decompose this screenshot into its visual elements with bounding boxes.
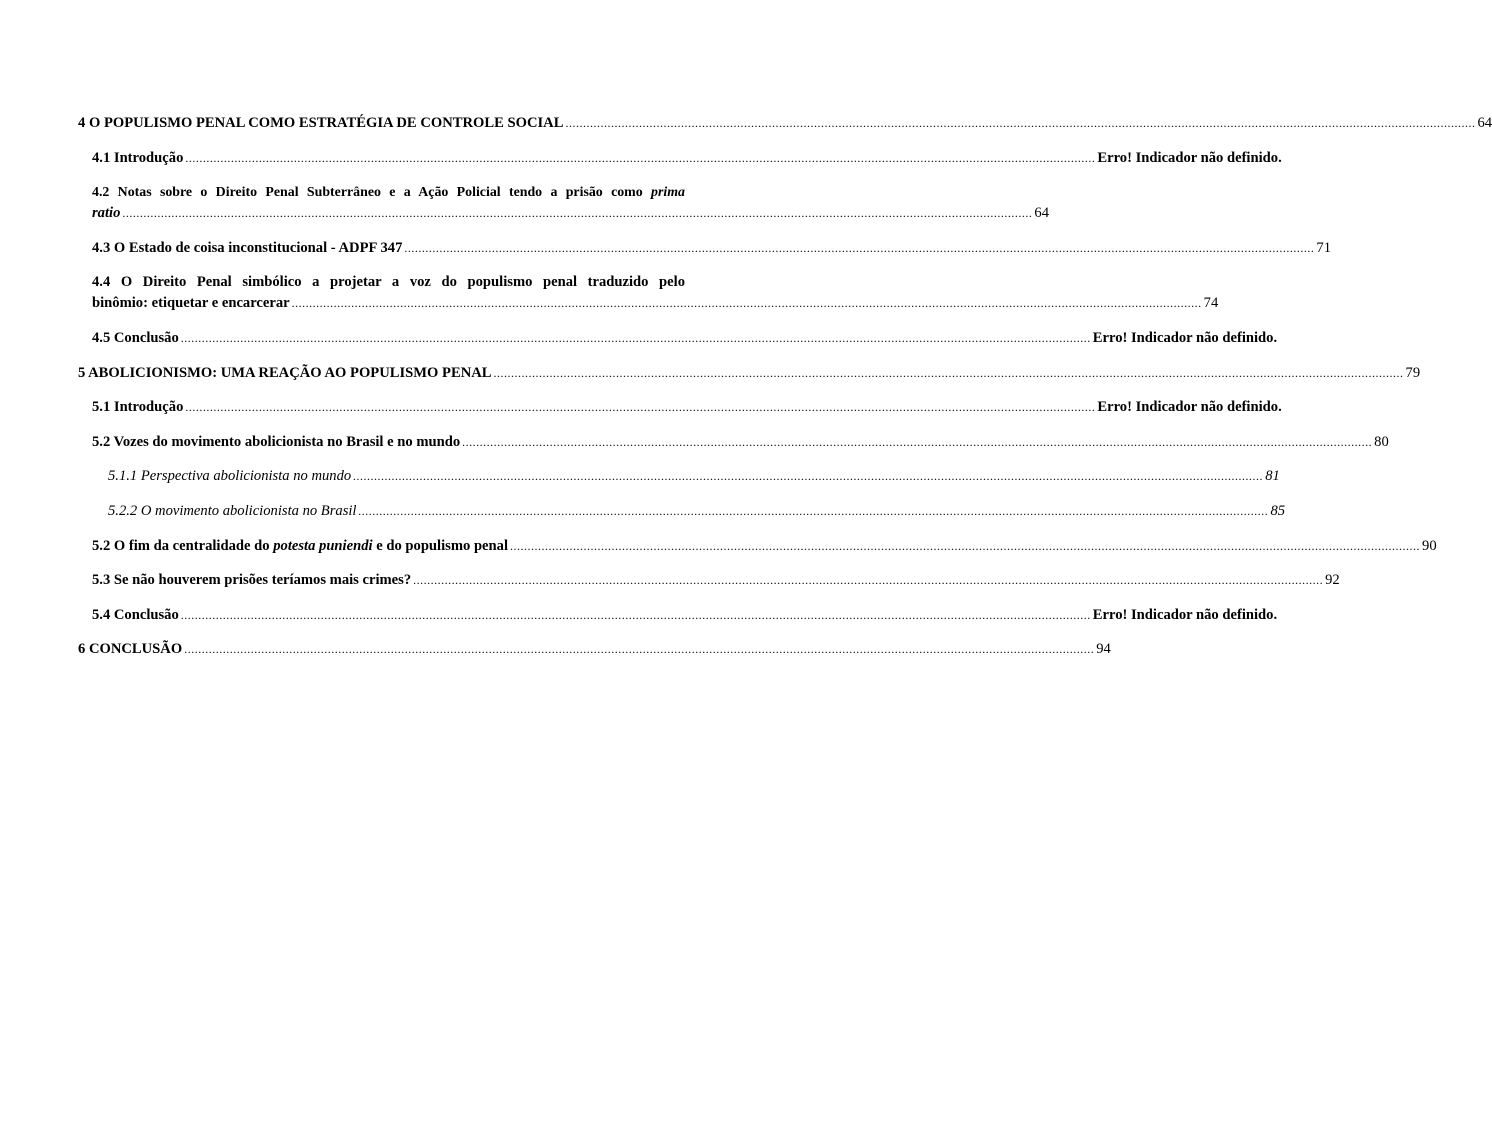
toc-entry-page: 92: [1325, 572, 1340, 589]
toc-entry-page: 81: [1265, 468, 1280, 485]
table-of-contents: [78, 113, 1492, 674]
toc-leader-dots: [565, 113, 1475, 134]
toc-entry-page: 64: [1034, 205, 1049, 222]
toc-entry-5-2-fim[interactable]: [78, 536, 1437, 557]
toc-entry-title: 5.1 Introdução: [92, 399, 184, 416]
toc-entry-title: 5.2 Vozes do movimento abolicionista no Brasil e no mundo: [92, 433, 461, 450]
toc-leader-dots: [181, 605, 1091, 626]
toc-entry-5-3[interactable]: [78, 570, 1340, 591]
toc-leader-dots: [122, 203, 1032, 224]
toc-entry-4-4[interactable]: [78, 272, 1219, 314]
toc-entry-page: 74: [1203, 295, 1219, 312]
toc-entry-title-part: 5.2 O fim da centralidade do: [92, 537, 270, 554]
toc-entry-title: 5.4 Conclusão: [92, 606, 179, 623]
toc-leader-dots: [292, 293, 1202, 314]
toc-entry-title-part: 4.2 Notas sobre o Direito Penal Subterrâneo e a Ação Policial tendo a prisão como: [92, 185, 643, 201]
toc-entry-page: 64: [1477, 115, 1492, 131]
toc-entry-title: 4.3 O Estado de coisa inconstitucional - ADPF 347: [92, 239, 403, 256]
toc-entry-title: 4 O POPULISMO PENAL COMO ESTRATÉGIA DE CONTROLE SOCIAL: [78, 115, 564, 131]
toc-entry-5-4[interactable]: [78, 605, 1278, 626]
toc-entry-chapter-4[interactable]: [78, 113, 1492, 134]
toc-entry-title-emphasis: prima: [651, 185, 685, 201]
toc-entry-error-text: Erro! Indicador não definido.: [1097, 399, 1282, 416]
toc-leader-dots: [462, 432, 1372, 453]
toc-leader-dots: [404, 238, 1314, 259]
toc-leader-dots: [413, 570, 1323, 591]
toc-leader-dots: [185, 397, 1095, 418]
toc-entry-page: 90: [1422, 537, 1437, 554]
toc-entry-title: 6 CONCLUSÃO: [78, 641, 183, 658]
toc-entry-title-line1: [92, 182, 685, 203]
toc-entry-error-text: Erro! Indicador não definido.: [1092, 329, 1278, 346]
toc-entry-title-line2: binômio: etiquetar e encarcerar: [92, 295, 290, 312]
toc-entry-title: 5 ABOLICIONISMO: UMA REAÇÃO AO POPULISMO PENAL: [78, 364, 492, 381]
toc-entry-page: 85: [1270, 502, 1286, 519]
toc-entry-title-line2: ratio: [92, 205, 121, 222]
toc-entry-4-1[interactable]: [78, 148, 1282, 169]
toc-entry-title-part: e do populismo penal: [376, 537, 509, 554]
toc-entry-title: [92, 536, 508, 557]
toc-entry-page: 94: [1096, 641, 1111, 658]
toc-entry-chapter-6[interactable]: [78, 639, 1111, 660]
toc-leader-dots: [510, 536, 1420, 557]
toc-entry-5-1-1[interactable]: [78, 466, 1280, 487]
toc-leader-dots: [181, 328, 1091, 349]
toc-entry-title: 5.2.2 O movimento abolicionista no Brasil: [108, 502, 357, 519]
toc-entry-title-emphasis: potesta puniendi: [273, 537, 373, 554]
toc-entry-page: 71: [1316, 239, 1331, 256]
toc-entry-error-text: Erro! Indicador não definido.: [1092, 606, 1278, 623]
toc-leader-dots: [353, 466, 1263, 487]
toc-entry-page: 80: [1374, 433, 1389, 450]
toc-entry-chapter-5[interactable]: [78, 363, 1421, 384]
toc-leader-dots: [185, 148, 1095, 169]
toc-entry-5-2[interactable]: [78, 432, 1389, 453]
toc-entry-4-2[interactable]: [78, 182, 1049, 224]
toc-entry-title-line1: 4.4 O Direito Penal simbólico a projetar a voz do populismo penal traduzido pelo: [92, 274, 685, 291]
toc-entry-title: 5.1.1 Perspectiva abolicionista no mundo: [108, 468, 352, 485]
toc-entry-page: 79: [1405, 364, 1421, 381]
toc-entry-4-5[interactable]: [78, 328, 1278, 349]
toc-entry-error-text: Erro! Indicador não definido.: [1097, 149, 1282, 166]
toc-leader-dots: [359, 501, 1269, 522]
toc-entry-5-1[interactable]: [78, 397, 1282, 418]
toc-entry-5-2-2[interactable]: [78, 501, 1286, 522]
toc-leader-dots: [184, 639, 1094, 660]
toc-entry-4-3[interactable]: [78, 238, 1331, 259]
toc-entry-title: 5.3 Se não houverem prisões teríamos mais crimes?: [92, 572, 412, 589]
toc-entry-title: 4.1 Introdução: [92, 149, 184, 166]
toc-entry-title: 4.5 Conclusão: [92, 329, 179, 346]
toc-leader-dots: [494, 363, 1404, 384]
